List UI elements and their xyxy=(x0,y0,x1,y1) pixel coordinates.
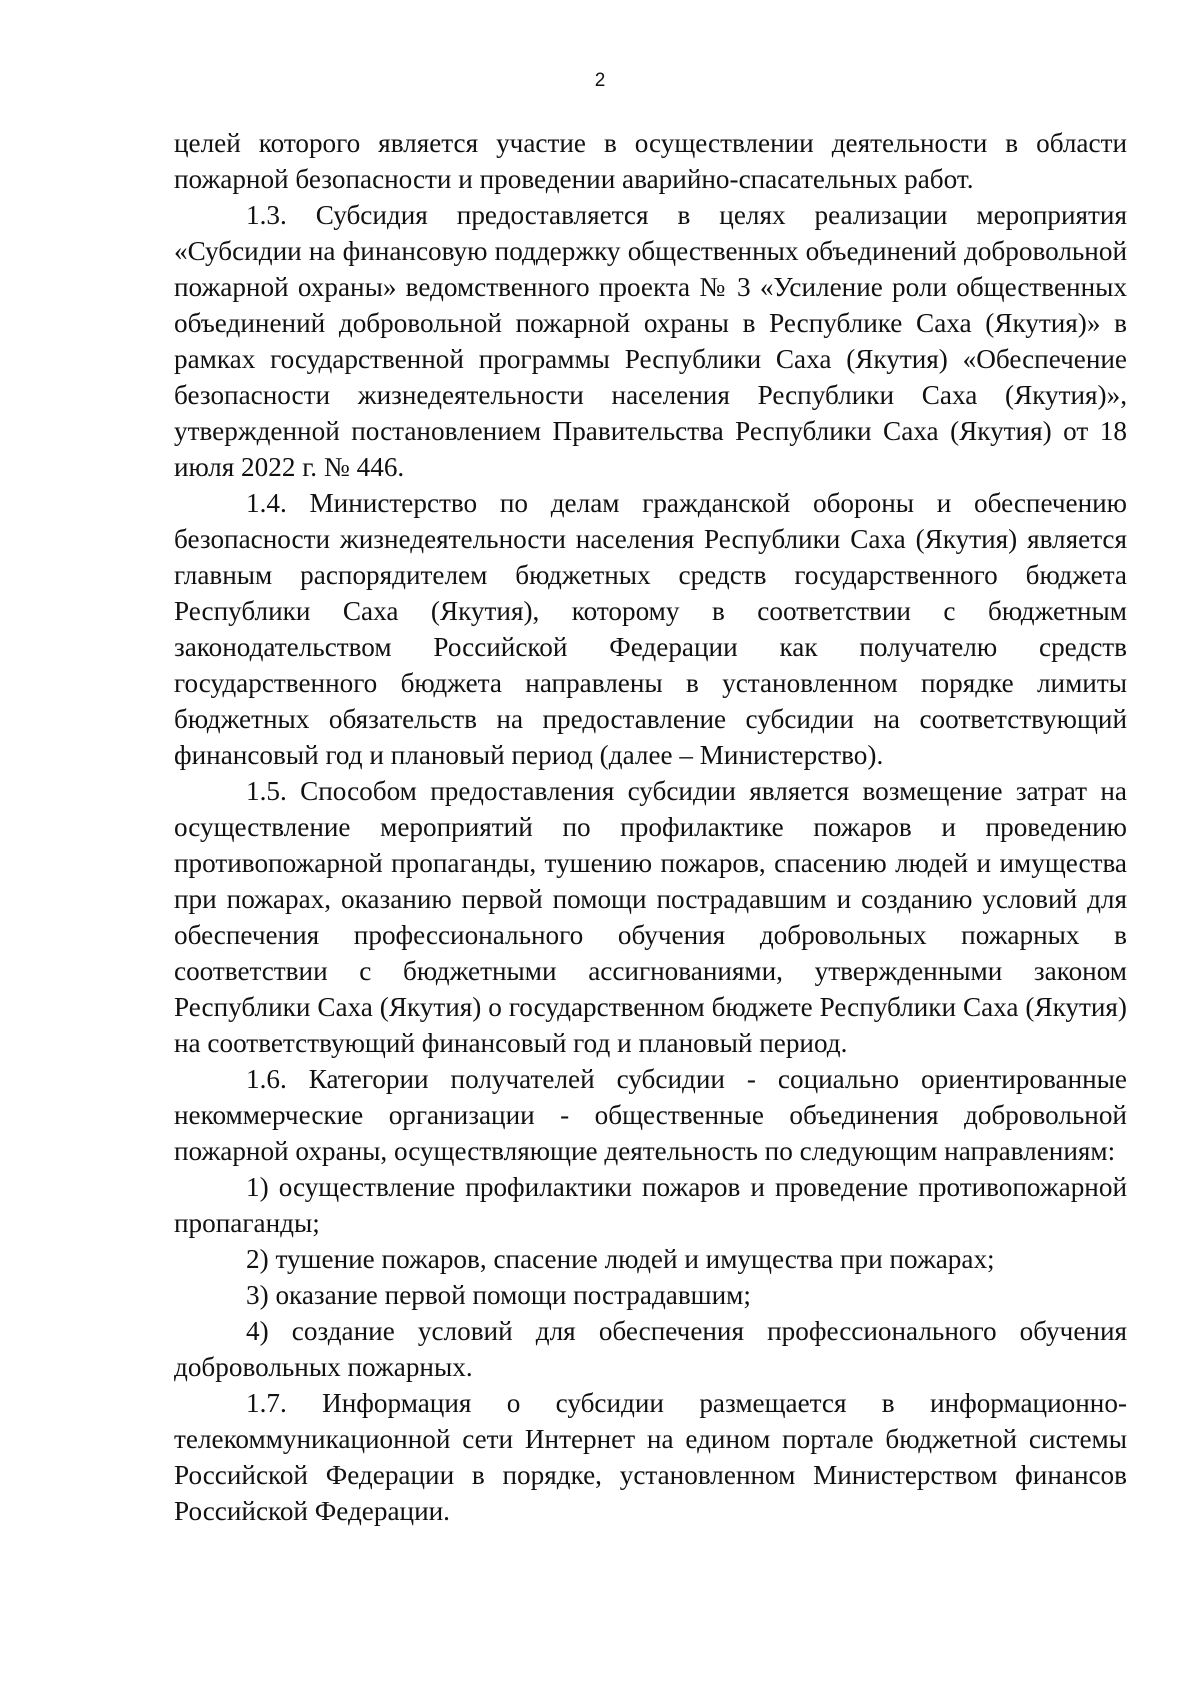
document-body xyxy=(174,125,1127,1529)
paragraph-1-6: 1.6. Категории получателей субсидии - социально ориентированные некоммерческие организации - общественные объединения добровольной пожарной охраны, осуществляющие деятельность по следующим направлениям: xyxy=(174,1064,1127,1166)
list-item-3: 3) оказание первой помощи пострадавшим; xyxy=(246,1280,751,1310)
page-number: 2 xyxy=(594,70,606,91)
paragraph-1-3: 1.3. Субсидия предоставляется в целях реализации мероприятия «Субсидии на финансовую поддержку общественных объединений добровольной пожарной охраны» ведомственного проекта № 3 «Усиление роли общественных объединений добровольной пожарной охраны в Республике Саха (Якутия)» в рамках государственной программы Республики Саха (Якутия) «Обеспечение безопасности жизнедеятельности населения Республики Саха (Якутия)», утвержденной постановлением Правительства Республики Саха (Якутия) от 18 июля 2022 г. № 446. xyxy=(174,200,1127,482)
paragraph-1-5: 1.5. Способом предоставления субсидии является возмещение затрат на осуществление мероприятий по профилактике пожаров и проведению противопожарной пропаганды, тушению пожаров, спасению людей и имущества при пожарах, оказанию первой помощи пострадавшим и созданию условий для обеспечения профессионального обучения добровольных пожарных в соответствии с бюджетными ассигнованиями, утвержденными законом Республики Саха (Якутия) о государственном бюджете Республики Саха (Якутия) на соответствующий финансовый год и плановый период. xyxy=(174,776,1127,1058)
paragraph-1-4: 1.4. Министерство по делам гражданской обороны и обеспечению безопасности жизнедеятельности населения Республики Саха (Якутия) является главным распорядителем бюджетных средств государственного бюджета Республики Саха (Якутия), которому в соответствии с бюджетным законодательством Российской Федерации как получателю средств государственного бюджета направлены в установленном порядке лимиты бюджетных обязательств на предоставление субсидии на соответствующий финансовый год и плановый период (далее – Министерство). xyxy=(174,488,1127,770)
list-item-4: 4) создание условий для обеспечения профессионального обучения добровольных пожарных. xyxy=(174,1316,1127,1382)
list-item-1: 1) осуществление профилактики пожаров и проведение противопожарной пропаганды; xyxy=(174,1172,1127,1238)
list-item-2: 2) тушение пожаров, спасение людей и имущества при пожарах; xyxy=(246,1244,995,1274)
paragraph-1-7: 1.7. Информация о субсидии размещается в информационно-телекоммуникационной сети Интернет на едином портале бюджетной системы Российской Федерации в порядке, установленном Министерством финансов Российской Федерации. xyxy=(174,1388,1127,1526)
paragraph-continuation: целей которого является участие в осуществлении деятельности в области пожарной безопасности и проведении аварийно-спасательных работ. xyxy=(174,128,1127,194)
